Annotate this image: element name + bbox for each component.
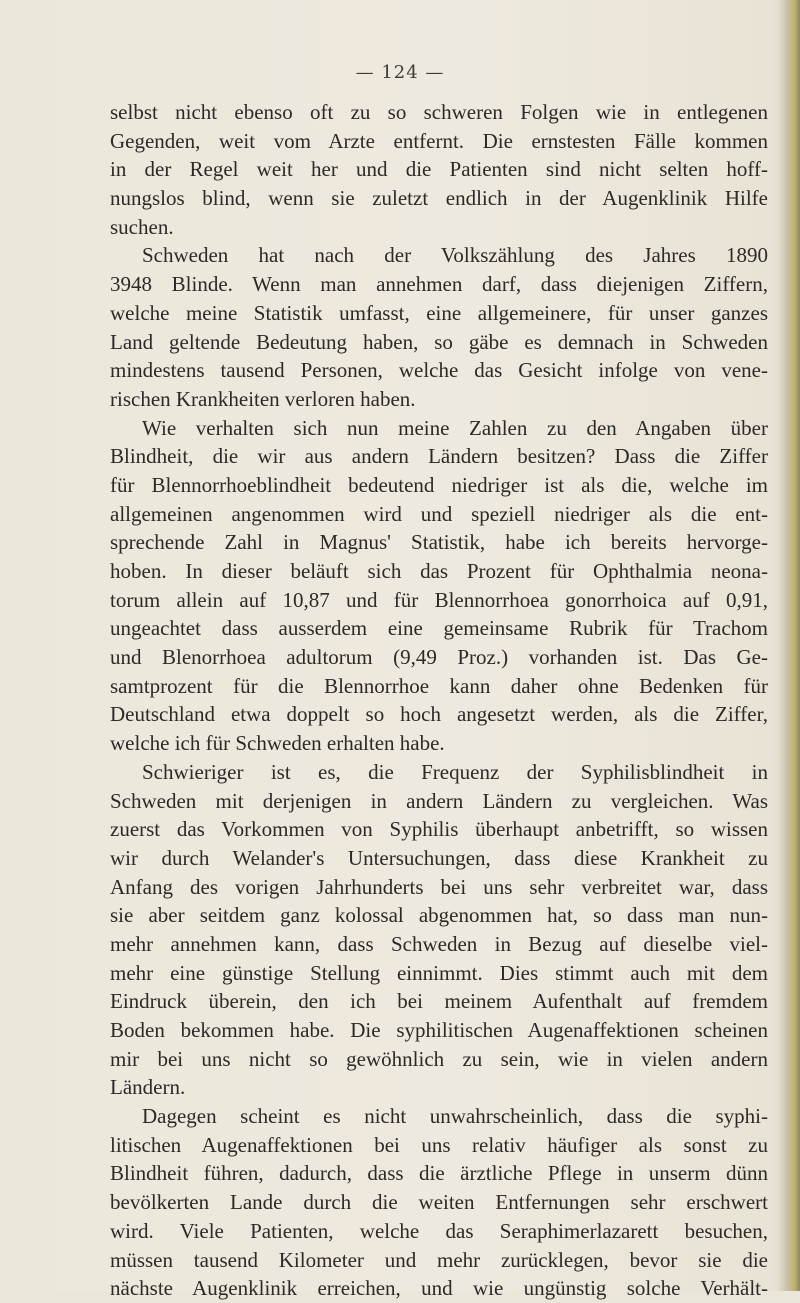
- text-line: mindestens tausend Personen, welche das Gesicht infolge von vene-: [110, 358, 768, 383]
- text-line: Anfang des vorigen Jahrhunderts bei uns sehr verbreitet war, dass: [110, 874, 768, 899]
- text-line: Dagegen scheint es nicht unwahrscheinlich, dass die syphi-: [142, 1104, 768, 1129]
- text-line: für Blennorrhoeblindheit bedeutend niedriger ist als die, welche im: [110, 472, 768, 497]
- text-line: Blindheit, die wir aus andern Ländern besitzen? Dass die Ziffer: [110, 444, 768, 469]
- body-text: [110, 98, 768, 1303]
- text-line: Boden bekommen habe. Die syphilitischen Augenaffektionen scheinen: [110, 1018, 768, 1042]
- page-number: — 124 —: [355, 62, 445, 83]
- text-line: allgemeinen angenommen wird und speziell niedriger als die ent-: [110, 501, 768, 526]
- text-line: Land geltende Bedeutung haben, so gäbe es demnach in Schweden: [110, 329, 768, 354]
- text-line: Eindruck überein, den ich bei meinem Aufenthalt auf fremdem: [110, 989, 768, 1014]
- text-line: ungeachtet dass ausserdem eine gemeinsame Rubrik für Trachom: [110, 616, 768, 641]
- text-line: Schweden hat nach der Volkszählung des Jahres 1890: [142, 243, 768, 268]
- text-line: wir durch Welander's Untersuchungen, dass diese Krankheit zu: [110, 845, 768, 870]
- text-line: samtprozent für die Blennorrhoe kann daher ohne Bedenken für: [110, 673, 768, 698]
- text-line: Schweden mit derjenigen in andern Ländern zu vergleichen. Was: [110, 788, 768, 813]
- text-line: welche ich für Schweden erhalten habe.: [110, 731, 445, 756]
- text-line: suchen.: [110, 214, 174, 239]
- text-line: Schwieriger ist es, die Frequenz der Syphilisblindheit in: [142, 759, 768, 784]
- text-line: müssen tausend Kilometer und mehr zurücklegen, bevor sie die: [110, 1247, 768, 1272]
- text-line: Gegenden, weit vom Arzte entfernt. Die ernstesten Fälle kommen: [110, 128, 768, 153]
- text-line: Blindheit führen, dadurch, dass die ärztliche Pflege in unserm dünn: [110, 1161, 768, 1186]
- text-line: Ländern.: [110, 1075, 186, 1100]
- text-line: sprechende Zahl in Magnus' Statistik, habe ich bereits hervorge-: [110, 530, 768, 555]
- text-line: torum allein auf 10,87 und für Blennorrhoea gonorrhoica auf 0,91,: [110, 587, 768, 612]
- text-line: bevölkerten Lande durch die weiten Entfernungen sehr erschwert: [110, 1190, 768, 1215]
- text-line: Deutschland etwa doppelt so hoch angesetzt werden, als die Ziffer,: [110, 702, 768, 727]
- text-line: sie aber seitdem ganz kolossal abgenommen hat, so dass man nun-: [110, 903, 768, 928]
- text-line: zuerst das Vorkommen von Syphilis überhaupt anbetrifft, so wissen: [110, 817, 768, 842]
- text-line: nächste Augenklinik erreichen, und wie ungünstig solche Verhält-: [110, 1276, 768, 1301]
- text-line: litischen Augenaffektionen bei uns relativ häufiger als sonst zu: [110, 1132, 768, 1157]
- text-line: mir bei uns nicht so gewöhnlich zu sein, wie in vielen andern: [110, 1046, 768, 1071]
- text-line: und Blenorrhoea adultorum (9,49 Proz.) vorhanden ist. Das Ge-: [110, 645, 768, 670]
- text-line: welche meine Statistik umfasst, eine allgemeinere, für unser ganzes: [110, 300, 768, 325]
- text-line: Wie verhalten sich nun meine Zahlen zu den Angaben über: [142, 415, 768, 440]
- text-line: wird. Viele Patienten, welche das Seraphimerlazarett besuchen,: [110, 1218, 768, 1243]
- text-line: mehr annehmen kann, dass Schweden in Bezug auf dieselbe viel-: [110, 931, 768, 956]
- text-line: selbst nicht ebenso oft zu so schweren Folgen wie in entlegenen: [110, 100, 768, 124]
- text-line: mehr eine günstige Stellung einnimmt. Dies stimmt auch mit dem: [110, 960, 768, 985]
- text-line: rischen Krankheiten verloren haben.: [110, 386, 416, 411]
- text-line: nungslos blind, wenn sie zuletzt endlich in der Augenklinik Hilfe: [110, 186, 768, 211]
- text-line: in der Regel weit her und die Patienten sind nicht selten hoff-: [110, 157, 768, 182]
- page-edge-shadow: [778, 0, 800, 1291]
- text-line: 3948 Blinde. Wenn man annehmen darf, dass diejenigen Ziffern,: [110, 272, 768, 297]
- text-line: hoben. In dieser beläuft sich das Prozent für Ophthalmia neona-: [110, 559, 768, 583]
